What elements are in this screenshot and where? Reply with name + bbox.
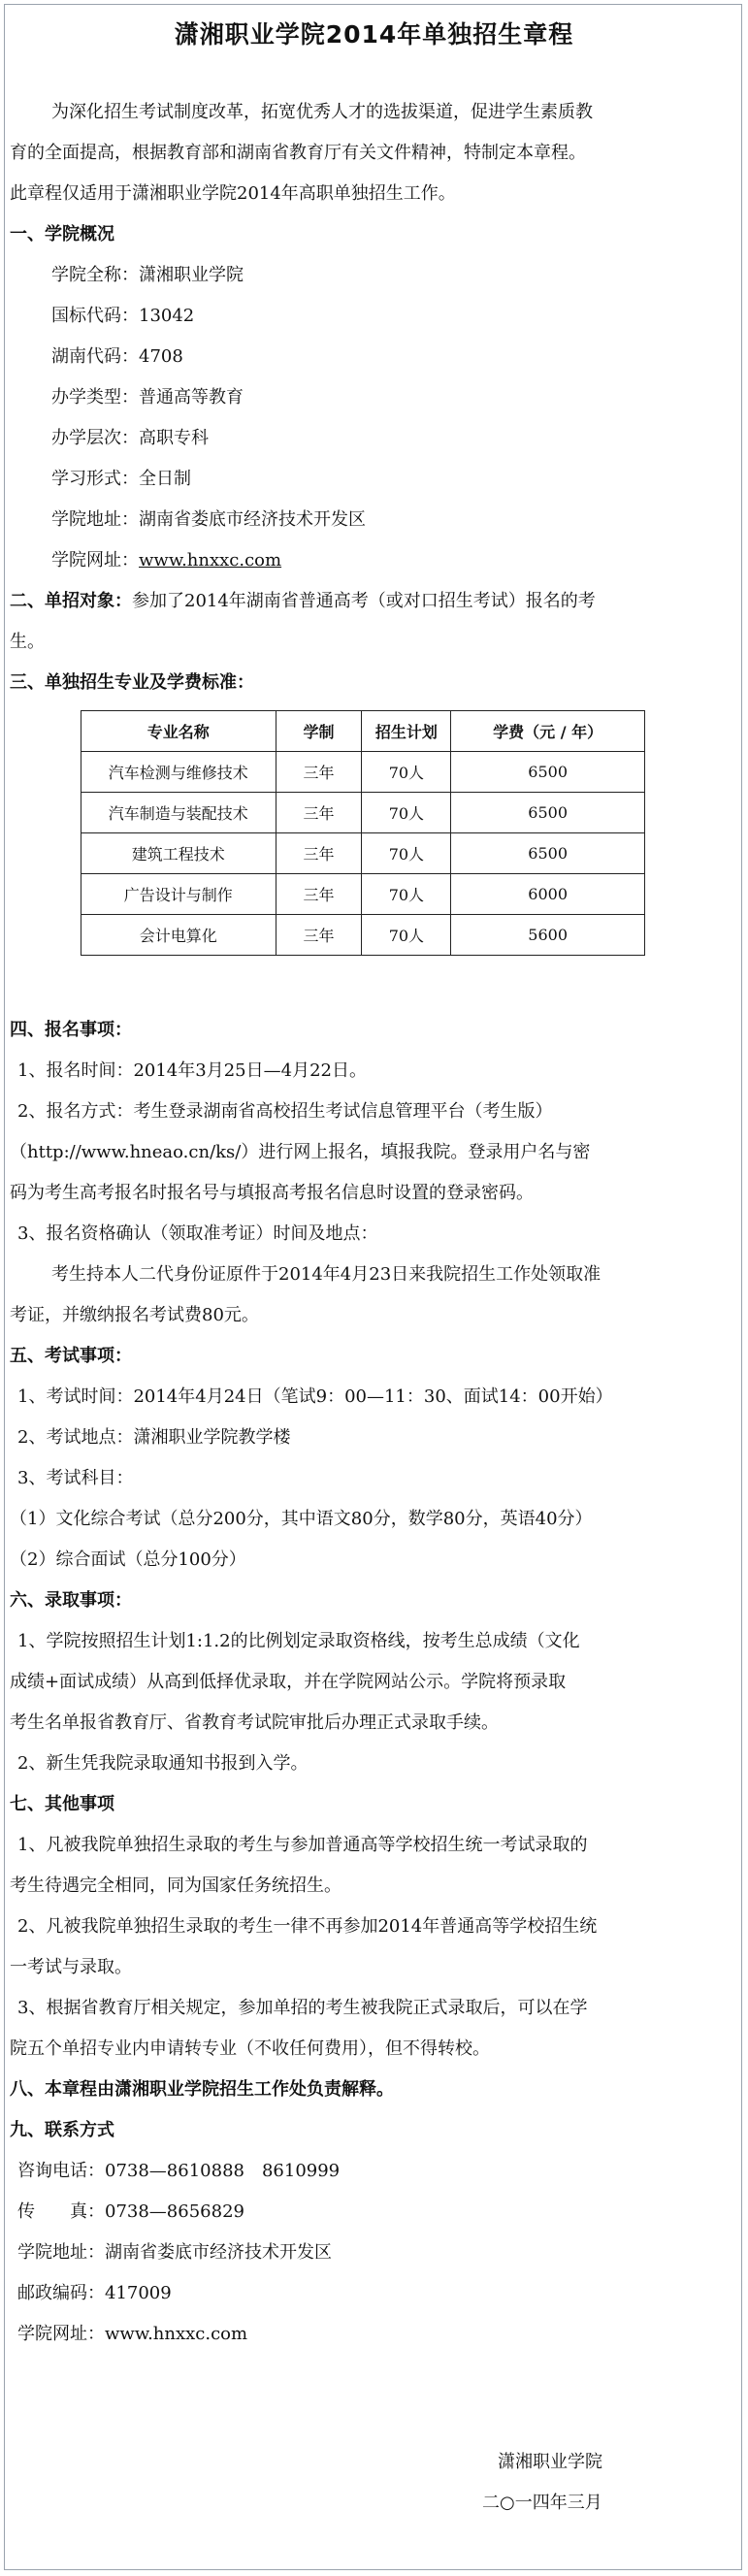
exam-time: 1、考试时间：2014年4月24日（笔试9：00—11：30、面试14：00开始） bbox=[17, 1386, 613, 1407]
contact-address: 学院地址：湖南省娄底市经济技术开发区 bbox=[17, 2242, 332, 2263]
section-1-heading: 一、学院概况 bbox=[10, 224, 114, 245]
contact-fax: 传 真：0738—8656829 bbox=[17, 2201, 244, 2222]
section-9-heading: 九、联系方式 bbox=[10, 2120, 114, 2140]
registration-method-cont-1: （http://www.hneao.cn/ks/）进行网上报名，填报我院。登录用户名与密 bbox=[10, 1142, 591, 1162]
column-header-fee: 学费（元 / 年） bbox=[451, 711, 645, 752]
cell-duration: 三年 bbox=[276, 874, 362, 915]
info-school-type: 办学类型：普通高等教育 bbox=[51, 387, 244, 408]
column-header-major: 专业名称 bbox=[81, 711, 276, 752]
section-3-heading: 三、单独招生专业及学费标准： bbox=[10, 672, 254, 693]
contact-phone: 咨询电话：0738—8610888 8610999 bbox=[17, 2161, 341, 2181]
website-label: 学院网址： bbox=[51, 550, 139, 571]
other-text-2: 考生待遇完全相同，同为国家任务统招生。 bbox=[10, 1875, 341, 1896]
section-2-heading: 二、单招对象： bbox=[10, 591, 132, 611]
info-national-code: 国标代码：13042 bbox=[51, 306, 195, 326]
section-8-heading: 八、本章程由潇湘职业学院招生工作处负责解释。 bbox=[10, 2079, 394, 2100]
contact-website: 学院网址：www.hnxxc.com bbox=[17, 2324, 248, 2344]
registration-method-cont-2: 码为考生高考报名时报名号与填报高考报名信息时设置的登录密码。 bbox=[10, 1183, 534, 1203]
exam-subject-1: （1）文化综合考试（总分200分，其中语文80分，数学80分，英语40分） bbox=[10, 1509, 593, 1529]
cell-major: 建筑工程技术 bbox=[81, 833, 276, 874]
info-website bbox=[51, 549, 281, 572]
exam-subjects: 3、考试科目： bbox=[17, 1468, 134, 1488]
table-row bbox=[81, 752, 645, 793]
section-2-text: 参加了2014年湖南省普通高考（或对口招生考试）报名的考 bbox=[132, 591, 596, 611]
exam-subject-2: （2）综合面试（总分100分） bbox=[10, 1549, 246, 1570]
admission-text-4: 2、新生凭我院录取通知书报到入学。 bbox=[17, 1753, 309, 1774]
column-header-duration: 学制 bbox=[276, 711, 362, 752]
section-6-heading: 六、录取事项： bbox=[10, 1590, 132, 1611]
cell-major: 汽车制造与装配技术 bbox=[81, 793, 276, 833]
qualification-text-1: 考生持本人二代身份证原件于2014年4月23日来我院招生工作处领取准 bbox=[51, 1264, 602, 1285]
contact-postcode: 邮政编码：417009 bbox=[17, 2283, 172, 2303]
cell-fee: 6500 bbox=[451, 752, 645, 793]
cell-duration: 三年 bbox=[276, 833, 362, 874]
admission-text-1: 1、学院按照招生计划1:1.2的比例划定录取资格线，按考生总成绩（文化 bbox=[17, 1631, 580, 1651]
column-header-plan: 招生计划 bbox=[362, 711, 451, 752]
table-row bbox=[81, 833, 645, 874]
registration-method: 2、报名方式：考生登录湖南省高校招生考试信息管理平台（考生版） bbox=[17, 1101, 553, 1122]
intro-line-3: 此章程仅适用于潇湘职业学院2014年高职单独招生工作。 bbox=[10, 183, 456, 204]
cell-duration: 三年 bbox=[276, 915, 362, 956]
cell-fee: 6500 bbox=[451, 793, 645, 833]
section-7-heading: 七、其他事项 bbox=[10, 1794, 114, 1814]
table-header-row bbox=[81, 711, 645, 752]
cell-duration: 三年 bbox=[276, 752, 362, 793]
table-row bbox=[81, 874, 645, 915]
other-text-1: 1、凡被我院单独招生录取的考生与参加普通高等学校招生统一考试录取的 bbox=[17, 1835, 588, 1855]
cell-fee: 5600 bbox=[451, 915, 645, 956]
signature-org: 潇湘职业学院 bbox=[498, 2452, 602, 2472]
qualification-confirm: 3、报名资格确认（领取准考证）时间及地点： bbox=[17, 1223, 378, 1244]
signature-date: 二○一四年三月 bbox=[482, 2493, 602, 2513]
info-school-level: 办学层次：高职专科 bbox=[51, 428, 209, 448]
other-text-6: 院五个单招专业内申请转专业（不收任何费用），但不得转校。 bbox=[10, 2038, 490, 2059]
cell-fee: 6000 bbox=[451, 874, 645, 915]
other-text-4: 一考试与录取。 bbox=[10, 1957, 132, 1977]
admission-text-2: 成绩+面试成绩）从高到低择优录取，并在学院网站公示。学院将预录取 bbox=[10, 1672, 567, 1692]
cell-fee: 6500 bbox=[451, 833, 645, 874]
page-title: 潇湘职业学院2014年单独招生章程 bbox=[174, 20, 574, 49]
other-text-3: 2、凡被我院单独招生录取的考生一律不再参加2014年普通高等学校招生统 bbox=[17, 1916, 598, 1937]
cell-major: 汽车检测与维修技术 bbox=[81, 752, 276, 793]
cell-major: 会计电算化 bbox=[81, 915, 276, 956]
fee-table bbox=[81, 710, 645, 956]
info-full-name: 学院全称：潇湘职业学院 bbox=[51, 265, 244, 285]
exam-location: 2、考试地点：潇湘职业学院教学楼 bbox=[17, 1427, 291, 1448]
info-address: 学院地址：湖南省娄底市经济技术开发区 bbox=[51, 509, 366, 530]
registration-time: 1、报名时间：2014年3月25日—4月22日。 bbox=[17, 1060, 367, 1081]
table-row bbox=[81, 915, 645, 956]
cell-plan: 70人 bbox=[362, 874, 451, 915]
website-link[interactable]: www.hnxxc.com bbox=[139, 550, 282, 571]
intro-line-1: 为深化招生考试制度改革，拓宽优秀人才的选拔渠道，促进学生素质教 bbox=[51, 102, 593, 122]
cell-plan: 70人 bbox=[362, 793, 451, 833]
section-2 bbox=[10, 590, 596, 613]
section-2-text-cont: 生。 bbox=[10, 632, 45, 652]
cell-plan: 70人 bbox=[362, 915, 451, 956]
cell-duration: 三年 bbox=[276, 793, 362, 833]
intro-line-2: 育的全面提高，根据教育部和湖南省教育厅有关文件精神，特制定本章程。 bbox=[10, 143, 586, 163]
cell-plan: 70人 bbox=[362, 752, 451, 793]
other-text-5: 3、根据省教育厅相关规定，参加单招的考生被我院正式录取后，可以在学 bbox=[17, 1998, 588, 2018]
cell-major: 广告设计与制作 bbox=[81, 874, 276, 915]
section-4-heading: 四、报名事项： bbox=[10, 1020, 132, 1040]
table-row bbox=[81, 793, 645, 833]
cell-plan: 70人 bbox=[362, 833, 451, 874]
admission-text-3: 考生名单报省教育厅、省教育考试院审批后办理正式录取手续。 bbox=[10, 1712, 499, 1733]
info-hunan-code: 湖南代码：4708 bbox=[51, 346, 183, 367]
section-5-heading: 五、考试事项： bbox=[10, 1346, 132, 1366]
info-study-form: 学习形式：全日制 bbox=[51, 469, 191, 489]
qualification-text-2: 考证，并缴纳报名考试费80元。 bbox=[10, 1305, 259, 1325]
